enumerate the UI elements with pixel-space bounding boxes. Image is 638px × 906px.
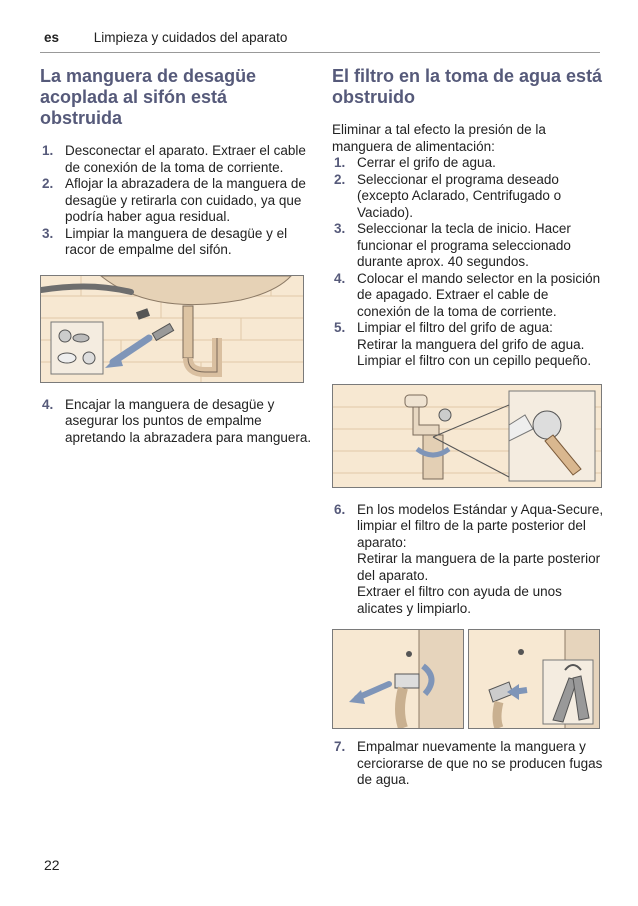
right-steps-list-final (332, 739, 604, 789)
step-number: 4. (42, 396, 54, 412)
right-steps-list-continued (332, 502, 604, 618)
list-item (332, 320, 604, 370)
step-number: 6. (334, 501, 346, 517)
step-number: 3. (42, 225, 54, 241)
step-text: Colocar el mando selector en la posición de apagado. Extraer el cable de conexión de la toma de corriente. (357, 270, 601, 319)
step-number: 1. (42, 143, 54, 158)
remove-hose-drawing (333, 630, 463, 728)
step-text: Seleccionar el programa deseado (excepto Aclarado, Centrifugado o Vaciado). (357, 171, 562, 220)
list-item (332, 502, 604, 618)
pliers-drawing (469, 630, 599, 728)
list-item (40, 226, 312, 259)
step-text: Encajar la manguera de desagüe y asegurar los puntos de empalme apretando la abrazadera para manguera. (65, 396, 312, 445)
step-number: 7. (334, 739, 346, 754)
step-text: Extraer el filtro con ayuda de unos alicates y limpiarlo. (357, 584, 562, 616)
right-column (332, 66, 604, 789)
step-number: 3. (334, 221, 346, 236)
list-item (332, 172, 604, 222)
step-text: Retirar la manguera de la parte posterior del aparato. (357, 551, 601, 583)
step-text: En los modelos Estándar y Aqua-Secure, limpiar el filtro de la parte posterior del aparato: (357, 501, 604, 550)
back-filter-remove-hose (332, 629, 464, 729)
right-heading: El filtro en la toma de agua está obstruido (332, 66, 603, 107)
step-text: Limpiar el filtro con un cepillo pequeño. (357, 353, 592, 368)
list-item (40, 397, 312, 447)
back-filter-illustrations (332, 629, 600, 729)
left-steps-list (40, 143, 312, 259)
step-text: Retirar la manguera del grifo de agua. (357, 336, 585, 352)
step-number: 4. (334, 270, 346, 286)
step-text: Empalmar nuevamente la manguera y cerciorarse de que no se producen fugas de agua. (357, 739, 603, 787)
list-item (332, 739, 604, 789)
page-number: 22 (44, 857, 60, 873)
header-divider (40, 52, 600, 53)
step-number: 5. (334, 320, 346, 335)
step-text: Seleccionar la tecla de inicio. Hacer funcionar el programa seleccionado durante aprox. 40 segundos. (357, 221, 571, 269)
step-number: 1. (334, 155, 346, 170)
left-steps-list-continued (40, 397, 312, 447)
list-item (332, 271, 604, 321)
step-text: Cerrar el grifo de agua. (357, 155, 496, 170)
drain-hose-illustration (40, 275, 304, 383)
list-item (332, 221, 604, 271)
section-title: Limpieza y cuidados del aparato (93, 30, 288, 45)
tap-filter-drawing (333, 385, 601, 487)
language-code: es (44, 30, 60, 45)
left-column (40, 66, 312, 446)
list-item (40, 176, 312, 226)
step-number: 2. (334, 171, 346, 187)
step-text: Limpiar el filtro del grifo de agua: (357, 320, 553, 335)
step-number: 2. (42, 176, 54, 191)
list-item (40, 143, 312, 176)
step-text: Desconectar el aparato. Extraer el cable de conexión de la toma de corriente. (65, 143, 306, 175)
tap-filter-illustration (332, 384, 602, 488)
page-header (44, 30, 287, 45)
step-text: Aflojar la abrazadera de la manguera de desagüe y retirarla con cuidado, ya que podría haber agua residual. (65, 176, 306, 224)
drain-hose-drawing (41, 276, 303, 382)
right-intro: Eliminar a tal efecto la presión de la manguera de alimentación: (332, 122, 546, 154)
right-steps-list (332, 155, 604, 370)
left-heading: La manguera de desagüe acoplada al sifón está obstruida (40, 66, 257, 128)
list-item (332, 155, 604, 172)
back-filter-pliers (468, 629, 600, 729)
step-text: Limpiar la manguera de desagüe y el racor de empalme del sifón. (65, 225, 288, 257)
